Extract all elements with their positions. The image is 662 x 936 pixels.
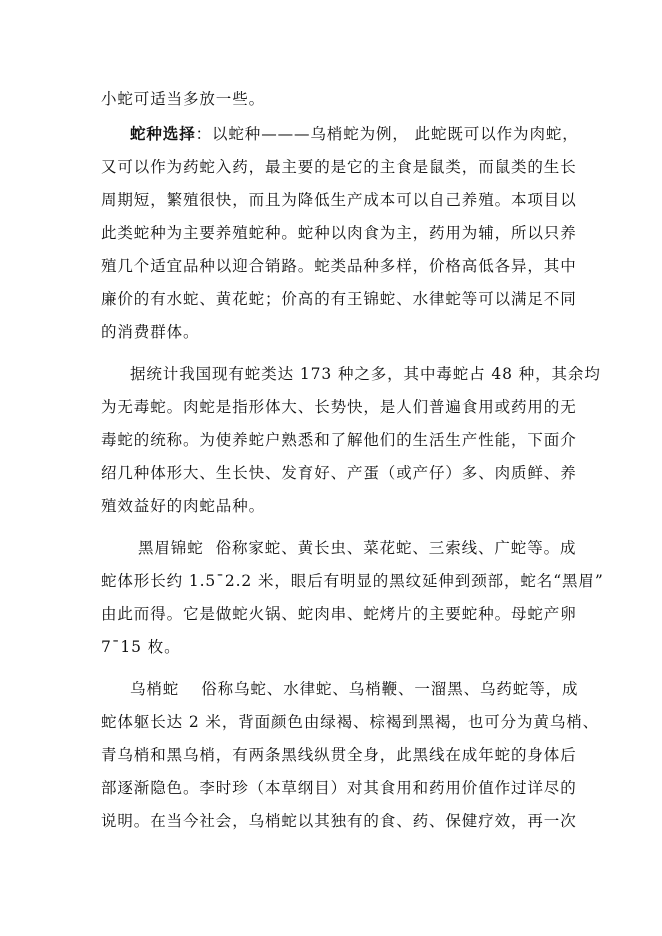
text-line: 又可以作为药蛇入药，最主要的是它的主食是鼠类，而鼠类的生长 [101,158,577,176]
section-heading: 蛇种选择 [130,124,196,143]
text-span: 俗称家蛇、黄长虫、菜花蛇、三索线、广蛇等。成 [215,539,577,557]
text-line: 殖几个适宜品种以迎合销路。蛇类品种多样，价格高低各异，其中 [101,257,577,275]
species-name: 乌梢蛇 [130,680,180,698]
text-line: 部逐渐隐色。李时珍（本草纲目）对其食用和药用价值作过详尽的 [101,779,577,797]
text-line: 据统计我国现有蛇类达 173 种之多，其中毒蛇占 48 种，其余均 [130,365,601,383]
text-line: 绍几种体形大、生长快、发育好、产蛋（或产仔）多、肉质鲜、养 [101,464,577,482]
text-span: 俗称乌蛇、水律蛇、乌梢鞭、一溜黑、乌药蛇等，成 [201,680,579,698]
text-line: 廉价的有水蛇、黄花蛇；价高的有王锦蛇、水律蛇等可以满足不同 [101,290,577,308]
text-line: 为无毒蛇。肉蛇是指形体大、长势快，是人们普遍食用或药用的无 [101,398,577,416]
text-line [130,124,579,144]
text-line: 小蛇可适当多放一些。 [101,90,266,108]
text-line [138,538,577,558]
text-line: 的消费群体。 [101,323,200,341]
text-span: ：以蛇种———乌梢蛇为例， 此蛇既可以作为肉蛇， [195,125,579,143]
text-line: 殖效益好的肉蛇品种。 [101,497,266,515]
text-line: 由此而得。它是做蛇火锅、蛇肉串、蛇烤片的主要蛇种。母蛇产卵 [101,605,577,623]
text-line [130,679,579,699]
text-line: 蛇体躯长达 2 米，背面颜色由绿褐、棕褐到黑褐，也可分为黄乌梢、 [101,713,600,731]
text-line: 青乌梢和黑乌梢，有两条黑线纵贯全身，此黑线在成年蛇的身体后 [101,746,577,764]
text-line: 7¯15 枚。 [101,638,181,656]
text-line: 说明。在当今社会，乌梢蛇以其独有的食、药、保健疗效，再一次 [101,812,577,830]
species-name: 黑眉锦蛇 [138,539,204,557]
text-line: 蛇体形长约 1.5¯2.2 米，眼后有明显的黑纹延伸到颈部，蛇名“黑眉” [101,572,604,590]
text-line: 周期短，繁殖很快，而且为降低生产成本可以自己养殖。本项目以 [101,191,577,209]
text-line: 此类蛇种为主要养殖蛇种。蛇种以肉食为主，药用为辅，所以只养 [101,224,577,242]
text-line: 毒蛇的统称。为使养蛇户熟悉和了解他们的生活生产性能，下面介 [101,431,577,449]
